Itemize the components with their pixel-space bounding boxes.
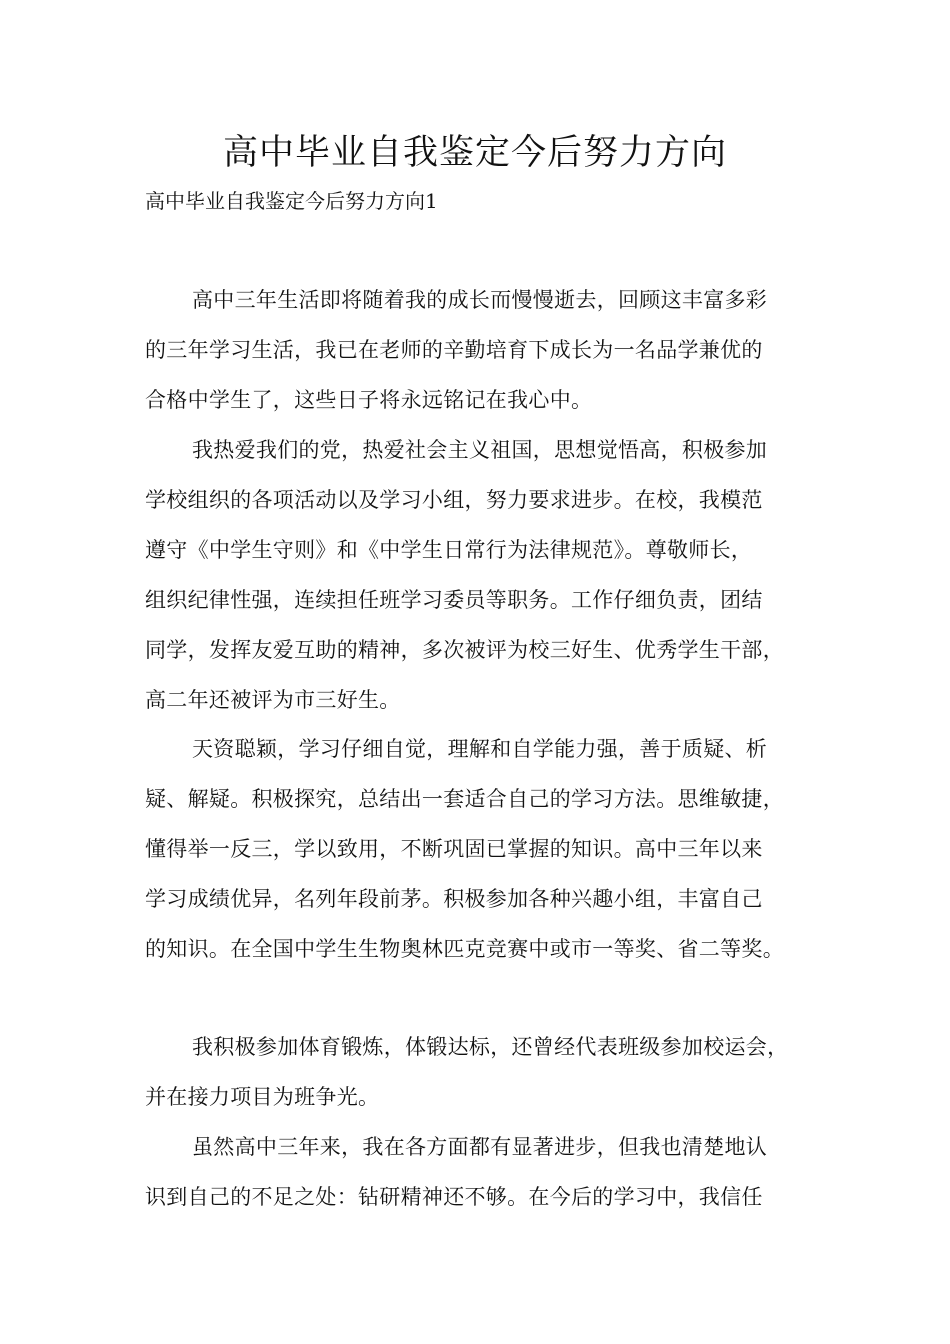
document-title: 高中毕业自我鉴定今后努力方向 [222, 133, 727, 173]
paragraph-line: 识到自己的不足之处：钻研精神还不够。在今后的学习中，我信任 [145, 1185, 763, 1209]
document-subtitle: 高中毕业自我鉴定今后努力方向1 [145, 189, 438, 213]
paragraph-line: 天资聪颖，学习仔细自觉，理解和自学能力强，善于质疑、析 [192, 737, 768, 761]
paragraph-line: 组织纪律性强，连续担任班学习委员等职务。工作仔细负责，团结 [145, 588, 763, 612]
paragraph-line: 同学，发挥友爱互助的精神，多次被评为校三好生、优秀学生干部， [145, 638, 784, 662]
paragraph-line: 学校组织的各项活动以及学习小组，努力要求进步。在校，我模范 [145, 488, 763, 512]
paragraph-line: 高二年还被评为市三好生。 [145, 688, 401, 712]
paragraph-line: 我热爱我们的党，热爱社会主义祖国，思想觉悟高，积极参加 [192, 438, 768, 462]
paragraph-line: 高中三年生活即将随着我的成长而慢慢逝去，回顾这丰富多彩 [192, 288, 768, 312]
paragraph-line: 懂得举一反三，学以致用，不断巩固已掌握的知识。高中三年以来 [145, 837, 763, 861]
paragraph-line: 学习成绩优异，名列年段前茅。积极参加各种兴趣小组，丰富自己 [145, 887, 763, 911]
paragraph-line: 遵守《中学生守则》和《中学生日常行为法律规范》。尊敬师长， [145, 538, 753, 562]
paragraph-line: 合格中学生了，这些日子将永远铭记在我心中。 [145, 388, 593, 412]
paragraph-line: 的三年学习生活，我已在老师的辛勤培育下成长为一名品学兼优的 [145, 338, 763, 362]
paragraph-line: 并在接力项目为班争光。 [145, 1085, 380, 1109]
paragraph-line: 的知识。在全国中学生生物奥林匹克竞赛中或市一等奖、省二等奖。 [145, 937, 784, 961]
paragraph-line: 我积极参加体育锻炼，体锻达标，还曾经代表班级参加校运会， [192, 1035, 789, 1059]
paragraph-line: 疑、解疑。积极探究，总结出一套适合自己的学习方法。思维敏捷， [145, 787, 784, 811]
paragraph-line: 虽然高中三年来，我在各方面都有显著进步，但我也清楚地认 [192, 1135, 768, 1159]
